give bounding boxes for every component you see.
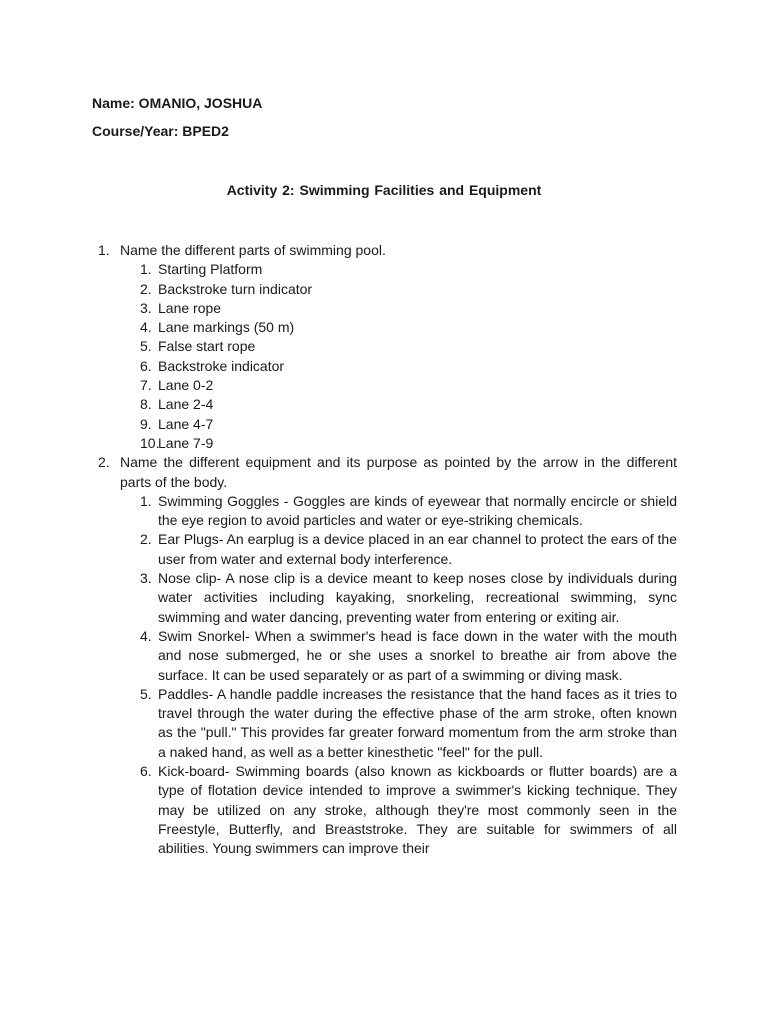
answer-item [0, 762, 677, 858]
question-item [0, 453, 677, 492]
answer-item [0, 530, 677, 569]
answer-item [0, 280, 677, 299]
question-item [0, 241, 677, 260]
answer-item [0, 260, 677, 279]
answer-item [0, 299, 677, 318]
answer-item [0, 357, 677, 376]
answer-item [0, 376, 677, 395]
answer-item [0, 569, 677, 627]
answer-text: Lane markings (50 m) [158, 319, 295, 336]
answer-text: Lane 0-2 [158, 377, 214, 394]
questions-list [0, 241, 768, 859]
answer-number: 5. [140, 338, 152, 355]
answer-text: Swimming Goggles - Goggles are kinds of eyewear that normally encircle or shield the eye region to avoid particles and water or eye-striking chemicals. [158, 492, 677, 529]
answer-number: 3. [140, 299, 152, 316]
answer-number: 8. [140, 396, 152, 413]
answer-item [0, 337, 677, 356]
answer-text: Lane 7-9 [158, 434, 214, 451]
answer-item [0, 318, 677, 337]
answer-text: Kick-board- Swimming boards (also known as kickboards or flutter boards) are a type of flotation device intended to improve a swimmer's kicking technique. They may be utilized on any stroke, although they're most commonly seen in the Freestyle, Butterfly, and Breaststroke. They are suitable for swimmers of all abilities. Young swimmers can improve their [158, 763, 677, 857]
answer-number: 6. [140, 763, 152, 780]
answer-text: Backstroke turn indicator [158, 280, 313, 297]
course-year-field: Course/Year: BPED2 [92, 123, 229, 139]
answer-number: 5. [140, 685, 152, 702]
activity-title: Activity 2: Swimming Facilities and Equipment [226, 182, 542, 198]
answer-item [0, 627, 677, 685]
answer-text: Lane rope [158, 299, 222, 316]
answer-number: 3. [140, 570, 152, 587]
answer-text: Swim Snorkel- When a swimmer's head is face down in the water with the mouth and nose submerged, he or she uses a snorkel to breathe air from above the surface. It can be used separately or as part of a swimming or diving mask. [158, 627, 677, 683]
answer-item [0, 434, 677, 453]
answer-number: 6. [140, 357, 152, 374]
answer-number: 1. [140, 261, 152, 278]
answer-item [0, 685, 677, 762]
answer-number: 7. [140, 377, 152, 394]
answer-text: Backstroke indicator [158, 357, 285, 374]
answer-item [0, 415, 677, 434]
answer-text: Starting Platform [158, 261, 263, 278]
answer-text: Lane 4-7 [158, 415, 214, 432]
question-number: 2. [98, 454, 110, 471]
answer-item [0, 395, 677, 414]
answer-number: 2. [140, 280, 152, 297]
question-text: Name the different parts of swimming pool. [120, 242, 386, 258]
answer-number: 4. [140, 627, 152, 644]
answer-number: 1. [140, 492, 152, 509]
question-text: Name the different equipment and its purpose as pointed by the arrow in the different parts of the body. [120, 454, 677, 490]
answer-text: Nose clip- A nose clip is a device meant to keep noses close by individuals during water activities including kayaking, snorkeling, recreational swimming, sync swimming and water dancing, preventing water from entering or exiting air. [158, 570, 677, 625]
name-field: Name: OMANIO, JOSHUA [92, 95, 263, 111]
answer-text: Ear Plugs- An earplug is a device placed in an ear channel to protect the ears of the user from water and external body interference. [158, 531, 677, 567]
answer-text: Paddles- A handle paddle increases the resistance that the hand faces as it tries to travel through the water during the effective phase of the arm stroke, often known as the "pull." This provides far greater forward momentum from the arm stroke than a naked hand, as well as a better kinesthetic "feel" for the pull. [158, 685, 677, 760]
answer-number: 9. [140, 415, 152, 432]
answer-number: 10. [140, 434, 160, 451]
answer-text: False start rope [158, 338, 256, 355]
answer-item [0, 492, 677, 531]
answer-number: 2. [140, 531, 152, 548]
question-number: 1. [98, 242, 110, 258]
answer-number: 4. [140, 319, 152, 336]
answer-text: Lane 2-4 [158, 396, 214, 413]
